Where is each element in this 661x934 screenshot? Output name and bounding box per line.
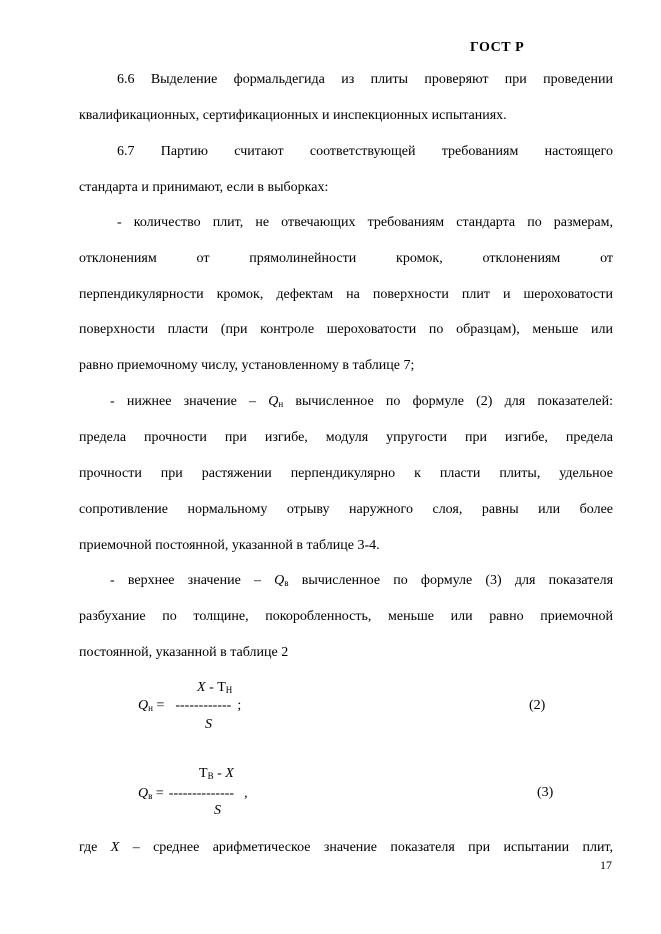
bullet-3-line-1: - верхнее значение – $Q_в$ вычисленное по формуле (3) для показателя <box>110 573 614 588</box>
paragraph-6-6-line-1: 6.6 Выделение формальдегида из плиты проверяют при проведении <box>117 72 613 87</box>
formula-3-denominator: S <box>214 803 221 818</box>
bullet-1-line-3: перпендикулярности кромок, дефектам на поверхности плит и шероховатости <box>79 287 613 302</box>
bullet-2-line-2: предела прочности при изгибе, модуля упругости при изгибе, предела <box>79 430 613 445</box>
formula-3-numerator: $Т_В$ - X <box>199 766 234 781</box>
bullet-3-line-2: разбухание по толщине, покоробленность, меньше или равно приемочной <box>79 609 613 624</box>
page-number: 17 <box>600 858 612 872</box>
paragraph-6-6-line-2: квалификационных, сертификационных и инспекционных испытаниях. <box>79 108 507 123</box>
bullet-2-line-1: - нижнее значение – $Q_н$ вычисленное по формуле (2) для показателей: <box>110 394 613 409</box>
formula-2-numerator: X - $Т_Н$ <box>197 680 233 695</box>
definition-line: где X – среднее арифметическое значение показателя при испытании плит, <box>79 840 613 855</box>
q-upper-symbol: $Q_в$ <box>274 573 289 588</box>
bullet-1-line-4: поверхности пласти (при контроле шероховатости по образцам), меньше или <box>79 322 613 337</box>
bullet-2-line-3: прочности при растяжении перпендикулярно к пласти плиты, удельное <box>79 466 613 481</box>
formula-3-number: (3) <box>537 785 554 800</box>
bullet-2-line-4: сопротивление нормальному отрыву наружного слоя, равны или более <box>79 502 613 517</box>
bullet-2-line-5: приемочной постоянной, указанной в таблице 3-4. <box>79 538 380 553</box>
formula-2-number: (2) <box>529 698 546 713</box>
paragraph-6-7-line-2: стандарта и принимают, если в выборках: <box>79 180 329 195</box>
bullet-1-line-2: отклонениям от прямолинейности кромок, отклонениям от <box>79 251 613 266</box>
formula-3-main-line: $Q_в$ = -------------- , <box>138 786 248 801</box>
bullet-3-line-3: постоянной, указанной в таблице 2 <box>79 645 289 660</box>
formula-2-main-line: $Q_н$ = ------------ ; <box>138 698 242 713</box>
bullet-1-line-5: равно приемочному числу, установленному в таблице 7; <box>79 358 415 373</box>
q-lower-symbol: $Q_н$ <box>268 394 284 409</box>
formula-2-denominator: S <box>205 717 212 732</box>
paragraph-6-7-line-1: 6.7 Партию считают соответствующей требованиям настоящего <box>117 144 613 159</box>
bullet-1-line-1: - количество плит, не отвечающих требованиям стандарта по размерам, <box>117 215 613 230</box>
document-code-header: ГОСТ Р <box>470 40 525 55</box>
